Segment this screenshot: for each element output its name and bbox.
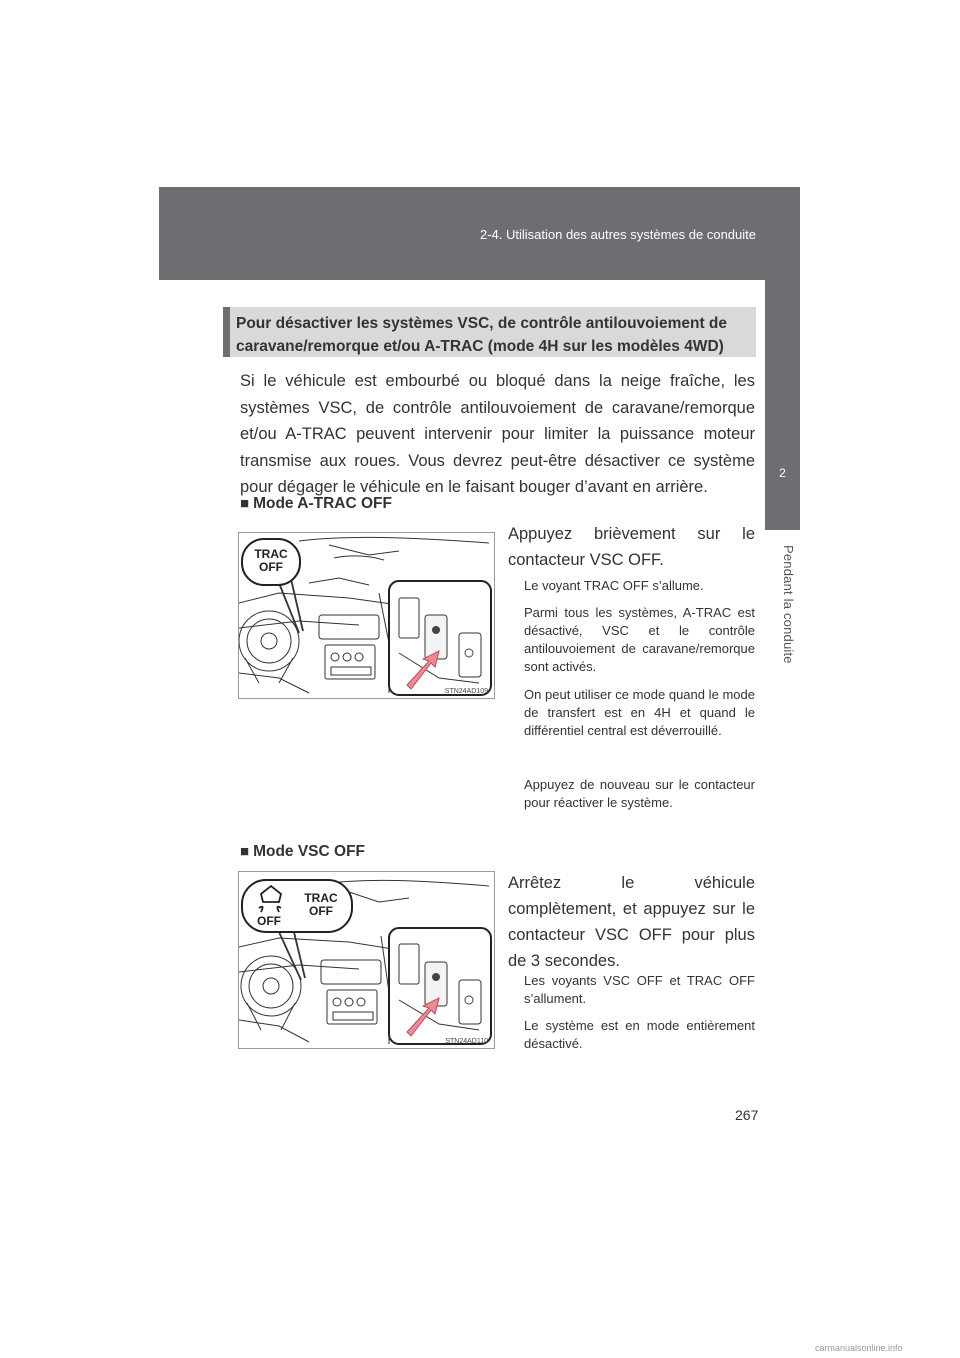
vsc-off-switch-icon xyxy=(432,626,440,634)
off-label: OFF xyxy=(309,904,333,918)
dashboard-illustration xyxy=(239,533,494,698)
figure-code: STN24AD109 xyxy=(444,688,488,695)
trac-label: TRAC xyxy=(304,891,338,905)
subheading-atrac-off xyxy=(240,495,392,513)
atrac-note-2: Parmi tous les systèmes, A-TRAC est désactivé, VSC et le contrôle antilouvoiement de caravane/remorque sont activés. xyxy=(524,605,755,674)
chapter-tab xyxy=(765,280,800,530)
atrac-note-4: Appuyez de nouveau sur le contacteur pour réactiver le système. xyxy=(524,777,755,810)
section-title: 2-4. Utilisation des autres systèmes de conduite xyxy=(479,227,756,242)
vsc-note-2: Le système est en mode entièrement désactivé. xyxy=(524,1018,755,1051)
figure-code: STN24AD110 xyxy=(445,1038,488,1045)
atrac-instruction: Appuyez brièvement sur le contacteur VSC OFF. xyxy=(508,525,755,569)
section-heading-line-2: caravane/remorque et/ou A-TRAC (mode 4H sur les modèles 4WD) xyxy=(236,338,724,355)
vsc-instruction: Arrêtez le véhicule complètement, et appuyez sur le contacteur VSC OFF pour plus de 3 secondes. xyxy=(508,874,755,970)
watermark: carmanualsonline.info xyxy=(815,1343,903,1353)
square-bullet-icon: ■ xyxy=(240,843,250,860)
trac-label: TRAC xyxy=(254,547,288,561)
figure-vsc-off xyxy=(238,871,495,1049)
page-number: 267 xyxy=(735,1107,759,1123)
square-bullet-icon: ■ xyxy=(240,495,250,512)
subheading-atrac-title: Mode A-TRAC OFF xyxy=(253,495,392,512)
vsc-note-1: Les voyants VSC OFF et TRAC OFF s’allument. xyxy=(524,973,755,1006)
vsc-off-switch-icon xyxy=(432,973,440,981)
figure-atrac-off xyxy=(238,532,495,699)
section-heading-line-1: Pour désactiver les systèmes VSC, de contrôle antilouvoiement de xyxy=(236,315,728,332)
page-header xyxy=(159,187,800,280)
atrac-note-3: On peut utiliser ce mode quand le mode de transfert est en 4H et quand le différentiel central est déverrouillé. xyxy=(524,687,755,738)
subheading-vsc-title: Mode VSC OFF xyxy=(253,843,366,860)
subheading-vsc-off xyxy=(240,843,365,861)
chapter-number: 2 xyxy=(779,466,786,480)
off-label: OFF xyxy=(259,560,283,574)
dashboard-illustration xyxy=(239,872,494,1048)
atrac-note-1: Le voyant TRAC OFF s’allume. xyxy=(524,578,704,593)
vsc-off-label: OFF xyxy=(257,914,281,928)
section-heading-box xyxy=(223,307,756,357)
chapter-label: Pendant la conduite xyxy=(781,545,796,664)
intro-paragraph: Si le véhicule est embourbé ou bloqué dans la neige fraîche, les systèmes VSC, de contrôle antilouvoiement de caravane/remorque et/ou A-TRAC peuvent intervenir pour limiter la puissance moteur transmise aux roues. Vous devrez peut-être désactiver ce système pour dégager le véhicule en le faisant bouger d’avant en arrière. xyxy=(240,372,755,496)
